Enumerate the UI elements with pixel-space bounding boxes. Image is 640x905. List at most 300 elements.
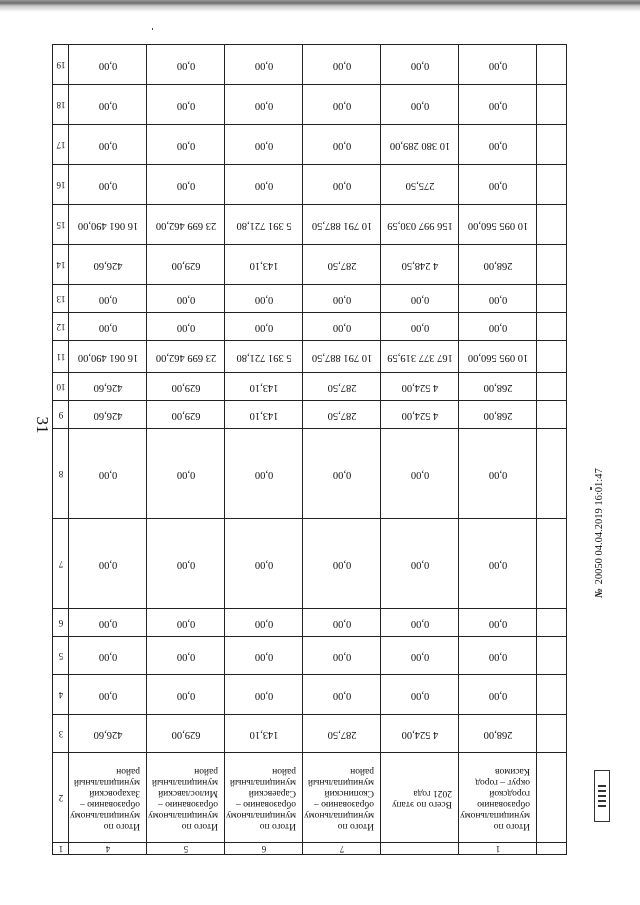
column-number-cell: [53, 313, 69, 341]
cell-value: 0,00: [332, 689, 351, 701]
column-number-cell: [53, 205, 69, 245]
table-cell: [69, 125, 147, 165]
table-cell: [459, 715, 537, 753]
cell-value: 0,00: [254, 321, 273, 333]
registry-logo-icon: [594, 770, 610, 822]
margin-cell: [537, 753, 567, 843]
table-cell: [303, 429, 381, 519]
table-cell: [69, 285, 147, 313]
table-cell: [225, 313, 303, 341]
grid-band-col-14: [53, 245, 567, 285]
table-cell: [225, 125, 303, 165]
cell-value: 0,00: [176, 558, 195, 570]
table-cell: [69, 401, 147, 429]
table-cell: [459, 519, 537, 609]
cell-value: 0,00: [410, 617, 429, 629]
cell-value: 0,00: [332, 139, 351, 151]
scan-speck: [590, 487, 592, 490]
cell-value: 0,00: [332, 468, 351, 480]
margin-cell: [537, 341, 567, 373]
table-cell: [303, 401, 381, 429]
column-number: 6: [58, 617, 63, 628]
table-cell: [69, 429, 147, 519]
table-cell: [147, 85, 225, 125]
table-cell: [147, 245, 225, 285]
table-cell: [69, 715, 147, 753]
table-cell: [459, 341, 537, 373]
cell-value: 426,60: [93, 728, 122, 740]
cell-value: 0,00: [98, 139, 117, 151]
table-cell: [459, 843, 537, 855]
cell-value: 23 699 462,00: [155, 351, 216, 363]
cell-value: 0,00: [488, 179, 507, 191]
table-cell: [69, 637, 147, 675]
cell-value: 0,00: [332, 293, 351, 305]
table-cell: [225, 715, 303, 753]
cell-value: 0,00: [488, 321, 507, 333]
column-number: 9: [58, 409, 63, 420]
table-cell: [459, 165, 537, 205]
grid-band-col-15: [53, 205, 567, 245]
table-cell: [303, 609, 381, 637]
cell-value: 0,00: [488, 617, 507, 629]
table-cell: [459, 245, 537, 285]
cell-value: 0,00: [98, 617, 117, 629]
table-cell: [459, 205, 537, 245]
grid-band-col-19: [53, 45, 567, 85]
cell-value: 287,50: [327, 381, 356, 393]
cell-value: 0,00: [98, 293, 117, 305]
cell-value: 0,00: [488, 558, 507, 570]
column-number: 11: [56, 351, 65, 362]
cell-value: 268,00: [483, 728, 512, 740]
column-number-cell: [53, 715, 69, 753]
table-cell: [147, 313, 225, 341]
column-number: 10: [56, 381, 65, 392]
grid-band-col-6: [53, 609, 567, 637]
row-title: Итого по муниципальному образованию – Скопинский муниципальный район: [303, 765, 374, 831]
table-cell: [303, 637, 381, 675]
margin-cell: [537, 609, 567, 637]
cell-value: 268,00: [483, 259, 512, 271]
table-cell: [147, 285, 225, 313]
table-cell: [147, 843, 225, 855]
cell-value: 0,00: [410, 468, 429, 480]
table-cell: [225, 675, 303, 715]
grid-band-col-5: [53, 637, 567, 675]
column-number: 19: [56, 59, 65, 70]
page-number: 31: [33, 416, 52, 434]
table-cell: [381, 519, 459, 609]
table-cell: [303, 45, 381, 85]
cell-value: 5 391 721,80: [235, 351, 292, 363]
column-number: 2: [58, 792, 63, 803]
cell-value: 0,00: [410, 59, 429, 71]
cell-value: 23 699 462,00: [155, 219, 216, 231]
table-cell: [225, 637, 303, 675]
table-cell: [147, 125, 225, 165]
table-cell: [459, 637, 537, 675]
cell-value: 10 095 560,00: [467, 351, 528, 363]
column-number-cell: [53, 341, 69, 373]
table-cell: [69, 313, 147, 341]
margin-cell: [537, 675, 567, 715]
cell-value: 0,00: [332, 321, 351, 333]
table-cell: [459, 753, 537, 843]
cell-value: 0,00: [98, 468, 117, 480]
table-cell: [381, 637, 459, 675]
table-cell: [303, 843, 381, 855]
cell-value: 0,00: [254, 139, 273, 151]
cell-value: 0,00: [488, 99, 507, 111]
table-cell: [381, 125, 459, 165]
table-cell: [147, 373, 225, 401]
cell-value: 0,00: [488, 468, 507, 480]
column-number: 13: [56, 293, 65, 304]
column-number-cell: [53, 609, 69, 637]
margin-cell: [537, 843, 567, 855]
cell-value: 0,00: [98, 321, 117, 333]
grid-band-col-13: [53, 285, 567, 313]
cell-value: 4 524,00: [401, 728, 438, 740]
table-cell: [303, 245, 381, 285]
table-cell: [225, 245, 303, 285]
cell-value: 0,00: [410, 650, 429, 662]
margin-cell: [537, 313, 567, 341]
column-number-cell: [53, 165, 69, 205]
table-cell: [225, 429, 303, 519]
table-cell: [147, 519, 225, 609]
table-cell: [147, 205, 225, 245]
cell-value: 0,00: [332, 558, 351, 570]
margin-cell: [537, 715, 567, 753]
cell-value: 426,60: [93, 409, 122, 421]
cell-value: 426,60: [93, 259, 122, 271]
table-cell: [381, 85, 459, 125]
cell-value: 0,00: [254, 179, 273, 191]
table-cell: [147, 675, 225, 715]
grid-band-col-2: [53, 753, 567, 843]
table-cell: [303, 165, 381, 205]
scan-speck: [152, 28, 153, 30]
table-cell: [147, 401, 225, 429]
cell-value: 0,00: [176, 293, 195, 305]
table-cell: [381, 401, 459, 429]
table-cell: [381, 285, 459, 313]
grid-band-col-7: [53, 519, 567, 609]
table-cell: [225, 85, 303, 125]
table-cell: [225, 401, 303, 429]
column-number: 5: [58, 650, 63, 661]
cell-value: 0,00: [98, 179, 117, 191]
cell-value: 0,00: [488, 293, 507, 305]
table-cell: [381, 165, 459, 205]
table-cell: [225, 609, 303, 637]
column-number: 1: [58, 843, 63, 854]
table-cell: [303, 313, 381, 341]
column-number: 7: [58, 558, 63, 569]
column-number: 16: [56, 179, 65, 190]
cell-value: 287,50: [327, 728, 356, 740]
cell-value: 167 377 319,59: [386, 351, 453, 363]
column-number: 8: [58, 468, 63, 479]
cell-value: 0,00: [488, 139, 507, 151]
table-cell: [69, 341, 147, 373]
cell-value: 0,00: [176, 59, 195, 71]
cell-value: 0,00: [98, 689, 117, 701]
cell-value: 287,50: [327, 259, 356, 271]
table-cell: [303, 125, 381, 165]
cell-value: 0,00: [410, 558, 429, 570]
margin-cell: [537, 285, 567, 313]
table-cell: [459, 429, 537, 519]
row-title: Итого по муниципальному образованию – Захаровский муниципальный район: [69, 765, 140, 831]
column-number-cell: [53, 45, 69, 85]
cell-value: 143,10: [249, 728, 278, 740]
table-cell: [303, 519, 381, 609]
cell-value: 0,00: [410, 689, 429, 701]
cell-value: 0,00: [176, 689, 195, 701]
cell-value: 0,00: [254, 558, 273, 570]
table-cell: [147, 341, 225, 373]
table-cell: [225, 373, 303, 401]
table-cell: [381, 609, 459, 637]
column-number-cell: [53, 125, 69, 165]
column-number: 12: [56, 321, 65, 332]
cell-value: 0,00: [254, 99, 273, 111]
cell-value: 0,00: [254, 293, 273, 305]
table-cell: [147, 609, 225, 637]
column-number: 3: [58, 728, 63, 739]
table-cell: [69, 245, 147, 285]
cell-value: 0,00: [410, 293, 429, 305]
row-index: 6: [261, 843, 266, 854]
table-cell: [381, 675, 459, 715]
table-cell: [381, 45, 459, 85]
margin-cell: [537, 245, 567, 285]
table-cell: [459, 313, 537, 341]
column-number: 14: [56, 259, 65, 270]
cell-value: 0,00: [332, 179, 351, 191]
table-cell: [381, 313, 459, 341]
cell-value: 10 095 560,00: [467, 219, 528, 231]
cell-value: 268,00: [483, 409, 512, 421]
cell-value: 16 061 490,00: [77, 351, 138, 363]
margin-cell: [537, 45, 567, 85]
cell-value: 268,00: [483, 381, 512, 393]
cell-value: 4 524,00: [401, 409, 438, 421]
cell-value: 0,00: [254, 689, 273, 701]
grid-band-col-1: [53, 843, 567, 855]
cell-value: 0,00: [332, 617, 351, 629]
table-cell: [225, 285, 303, 313]
grid-band-col-17: [53, 125, 567, 165]
table-cell: [69, 675, 147, 715]
cell-value: 0,00: [254, 617, 273, 629]
column-number-cell: [53, 245, 69, 285]
table-cell: [147, 429, 225, 519]
cell-value: 0,00: [176, 321, 195, 333]
table-cell: [459, 125, 537, 165]
row-title: Всего по этапу 2021 года: [391, 787, 452, 809]
grid-band-col-3: [53, 715, 567, 753]
table-cell: [381, 429, 459, 519]
table-cell: [381, 373, 459, 401]
table-cell: [459, 285, 537, 313]
table-cell: [459, 373, 537, 401]
row-title: Итого по муниципальному образованию – Милославский муниципальный район: [147, 765, 218, 831]
cell-value: 0,00: [98, 99, 117, 111]
table-cell: [303, 85, 381, 125]
table-cell: [69, 165, 147, 205]
column-number-cell: [53, 843, 69, 855]
table-cell: [225, 843, 303, 855]
registration-stamp: [594, 468, 605, 598]
table-cell: [459, 401, 537, 429]
margin-cell: [537, 401, 567, 429]
cell-value: 143,10: [249, 381, 278, 393]
table-cell: [225, 341, 303, 373]
cell-value: 0,00: [176, 650, 195, 662]
table-cell: [147, 45, 225, 85]
cell-value: 629,00: [171, 728, 200, 740]
table-cell: [459, 609, 537, 637]
cell-value: 0,00: [254, 468, 273, 480]
grid-band-col-11: [53, 341, 567, 373]
scan-edge: [0, 0, 640, 12]
margin-cell: [537, 125, 567, 165]
number-mark: №: [594, 588, 605, 598]
cell-value: 0,00: [332, 99, 351, 111]
column-number-cell: [53, 519, 69, 609]
table-cell: [459, 45, 537, 85]
cell-value: 0,00: [98, 558, 117, 570]
table-cell: [381, 715, 459, 753]
cell-value: 426,60: [93, 381, 122, 393]
table-cell: [225, 165, 303, 205]
table-cell: [147, 715, 225, 753]
column-number-cell: [53, 675, 69, 715]
cell-value: 0,00: [488, 59, 507, 71]
table-cell: [381, 753, 459, 843]
table-cell: [459, 85, 537, 125]
table-cell: [69, 753, 147, 843]
table-cell: [69, 843, 147, 855]
grid-band-col-12: [53, 313, 567, 341]
table-cell: [69, 609, 147, 637]
column-number: 18: [56, 99, 65, 110]
cell-value: 0,00: [176, 99, 195, 111]
table-cell: [303, 373, 381, 401]
table-cell: [381, 245, 459, 285]
column-number-cell: [53, 753, 69, 843]
table-cell: [303, 675, 381, 715]
cell-value: 0,00: [332, 59, 351, 71]
row-index: 5: [183, 843, 188, 854]
column-number-cell: [53, 85, 69, 125]
table-cell: [381, 843, 459, 855]
cell-value: 0,00: [176, 617, 195, 629]
cell-value: 629,00: [171, 259, 200, 271]
cell-value: 143,10: [249, 409, 278, 421]
column-number: 4: [58, 689, 63, 700]
cell-value: 4 524,00: [401, 381, 438, 393]
margin-cell: [537, 205, 567, 245]
table-cell: [69, 205, 147, 245]
margin-cell: [537, 637, 567, 675]
cell-value: 10 791 887,50: [311, 351, 372, 363]
cell-value: 0,00: [176, 179, 195, 191]
table-cell: [69, 45, 147, 85]
table-cell: [459, 675, 537, 715]
table-cell: [69, 519, 147, 609]
cell-value: 0,00: [98, 59, 117, 71]
grid-band-col-8: [53, 429, 567, 519]
margin-cell: [537, 429, 567, 519]
table-cell: [225, 45, 303, 85]
row-index: 1: [495, 843, 500, 854]
table-cell: [225, 205, 303, 245]
cell-value: 287,50: [327, 409, 356, 421]
cell-value: 4 248,50: [401, 259, 438, 271]
cell-value: 0,00: [410, 321, 429, 333]
column-number: 17: [56, 139, 65, 150]
cell-value: 0,00: [410, 99, 429, 111]
budget-table: [52, 44, 566, 854]
cell-value: 0,00: [488, 689, 507, 701]
cell-value: 16 061 490,00: [77, 219, 138, 231]
cell-value: 0,00: [488, 650, 507, 662]
table-cell: [303, 341, 381, 373]
cell-value: 0,00: [176, 468, 195, 480]
grid-band-col-4: [53, 675, 567, 715]
row-title: Итого по муниципальному образованию городской округ – город Касимов: [459, 765, 530, 831]
cell-value: 5 391 721,80: [235, 219, 292, 231]
table-cell: [147, 753, 225, 843]
cell-value: 0,00: [332, 650, 351, 662]
grid-band-col-10: [53, 373, 567, 401]
grid-band-col-18: [53, 85, 567, 125]
table-cell: [381, 205, 459, 245]
cell-value: 0,00: [254, 650, 273, 662]
column-number-cell: [53, 373, 69, 401]
cell-value: 0,00: [254, 59, 273, 71]
table-cell: [225, 519, 303, 609]
table-cell: [147, 165, 225, 205]
cell-value: 143,10: [249, 259, 278, 271]
table-cell: [147, 637, 225, 675]
data-grid: [52, 44, 567, 855]
table-cell: [69, 373, 147, 401]
table-cell: [303, 753, 381, 843]
table-cell: [381, 341, 459, 373]
cell-value: 629,00: [171, 381, 200, 393]
margin-cell: [537, 85, 567, 125]
cell-value: 10 791 887,50: [311, 219, 372, 231]
row-index: 7: [339, 843, 344, 854]
row-title: Итого по муниципальному образованию – Сараевский муниципальный район: [225, 765, 296, 831]
margin-cell: [537, 519, 567, 609]
margin-cell: [537, 165, 567, 205]
cell-value: 10 380 289,00: [389, 139, 450, 151]
column-number-cell: [53, 637, 69, 675]
table-cell: [303, 205, 381, 245]
cell-value: 0,00: [176, 139, 195, 151]
cell-value: 0,00: [98, 650, 117, 662]
cell-value: 275,50: [405, 179, 434, 191]
table-cell: [303, 715, 381, 753]
cell-value: 156 997 030,59: [386, 219, 453, 231]
